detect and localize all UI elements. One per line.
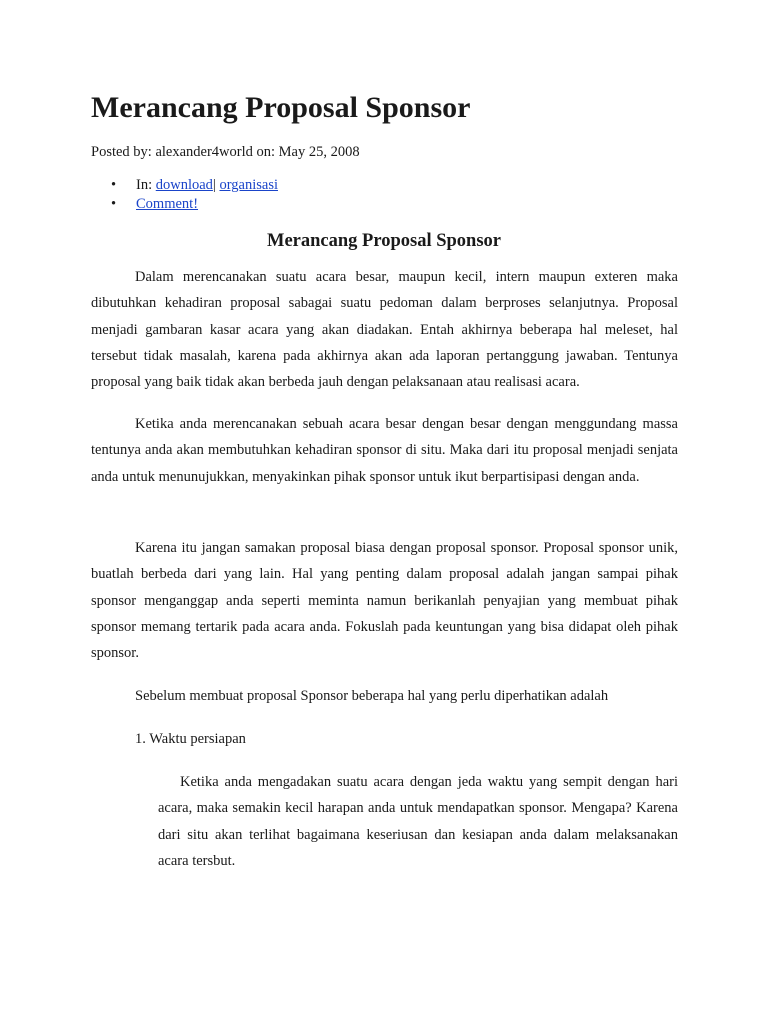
comment-link[interactable]: Comment! — [136, 196, 199, 212]
list-item-body: Ketika anda mengadakan suatu acara dengan jeda waktu yang sempit dengan hari acara, maka semakin kecil harapan anda untuk mendapatkan sponsor. Mengapa? Karena dari situ akan terlihat bagaimana keseriusan dan kesiapan anda dalam melaksanakan acara tersbut. — [158, 774, 678, 869]
meta-comment-item — [91, 195, 278, 214]
in-label: In: — [136, 177, 156, 193]
article-title: Merancang Proposal Sponsor — [91, 91, 471, 124]
bullet-icon: • — [111, 196, 117, 212]
list-item-heading: 1. Waktu persiapan — [135, 731, 246, 747]
category-separator: | — [212, 177, 216, 193]
paragraph-3: Karena itu jangan samakan proposal biasa dengan proposal sponsor. Proposal sponsor unik, buatlah berbeda dari yang lain. Hal yang penting dalam proposal adalah jangan sampai pihak sponsor menganggap anda seperti meminta namun berikanlah penyajian yang membuat pihak sponsor memang tertarik pada acara anda. Fokuslah pada keuntungan yang bisa didapat oleh pihak sponsor. — [91, 540, 678, 662]
article-subtitle: Merancang Proposal Sponsor — [266, 231, 501, 251]
meta-categories-item — [91, 176, 278, 195]
paragraph-1: Dalam merencanakan suatu acara besar, maupun kecil, intern maupun exteren maka dibutuhkan kehadiran proposal sabagai suatu pedoman dalam berproses selanjutnya. Proposal menjadi gambaran kasar acara yang akan diadakan. Entah akhirnya beberapa hal meleset, hal tersebut tidak masalah, karena pada akhirnya akan ada laporan pertanggung jawaban. Tentunya proposal yang baik tidak akan berbeda jauh dengan pelaksanaan atau realisasi acara. — [91, 269, 678, 391]
category-download-link[interactable]: download — [155, 177, 213, 193]
category-organisasi-link[interactable]: organisasi — [219, 177, 278, 193]
paragraph-2: Ketika anda merencanakan sebuah acara besar dengan besar dengan menggundang massa tentunya anda akan membutuhkan kehadiran sponsor di situ. Maka dari itu proposal menjadi senjata anda untuk menunujukkan, menyakinkan pihak sponsor untuk ikut berpartisipasi dengan anda. — [91, 416, 678, 485]
list-intro: Sebelum membuat proposal Sponsor beberapa hal yang perlu diperhatikan adalah — [135, 688, 609, 704]
bullet-icon: • — [111, 177, 117, 193]
article-meta-list — [91, 176, 278, 214]
posted-by-line: Posted by: alexander4world on: May 25, 2008 — [91, 144, 360, 160]
